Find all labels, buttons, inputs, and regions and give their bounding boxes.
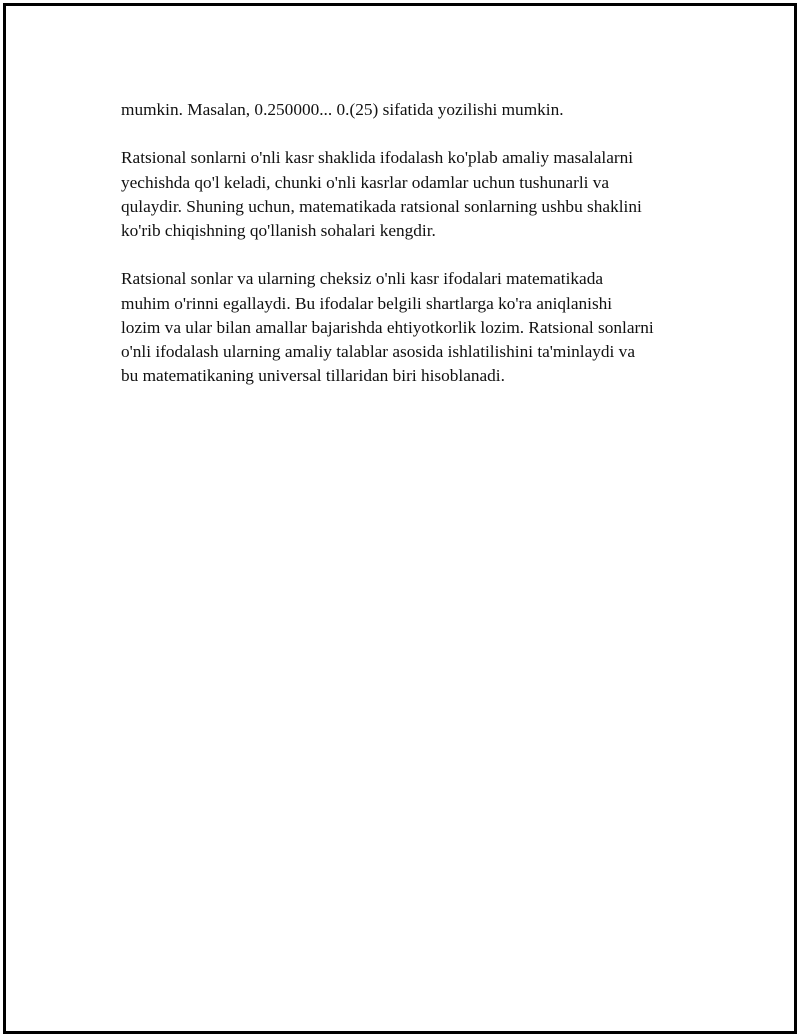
paragraph-line: Ratsional sonlar va ularning cheksiz o'nli kasr ifodalari matematikada [121, 269, 604, 289]
paragraph-1 [121, 98, 701, 122]
paragraph-line: muhim o'rinni egallaydi. Bu ifodalar belgili shartlarga ko'ra aniqlanishi [121, 293, 613, 313]
paragraph-line: qulaydir. Shuning uchun, matematikada ratsional sonlarning ushbu shaklini [121, 196, 642, 216]
paragraph-line: ko'rib chiqishning qo'llanish sohalari kengdir. [121, 221, 436, 240]
page-border [3, 3, 797, 1034]
document-body [121, 98, 701, 413]
paragraph-line: bu matematikaning universal tillaridan biri hisoblanadi. [121, 366, 505, 386]
paragraph-line: mumkin. Masalan, 0.250000... 0.(25) sifatida yozilishi mumkin. [121, 100, 564, 119]
paragraph-line: yechishda qo'l keladi, chunki o'nli kasrlar odamlar uchun tushunarli va [121, 172, 610, 192]
paragraph-line: lozim va ular bilan amallar bajarishda ehtiyotkorlik lozim. Ratsional sonlarni [121, 317, 654, 337]
paragraph-line: Ratsional sonlarni o'nli kasr shaklida ifodalash ko'plab amaliy masalalarni [121, 148, 634, 168]
paragraph-3 [121, 267, 701, 388]
paragraph-line: o'nli ifodalash ularning amaliy talablar asosida ishlatilishini ta'minlaydi va [121, 342, 635, 361]
paragraph-2 [121, 146, 701, 243]
